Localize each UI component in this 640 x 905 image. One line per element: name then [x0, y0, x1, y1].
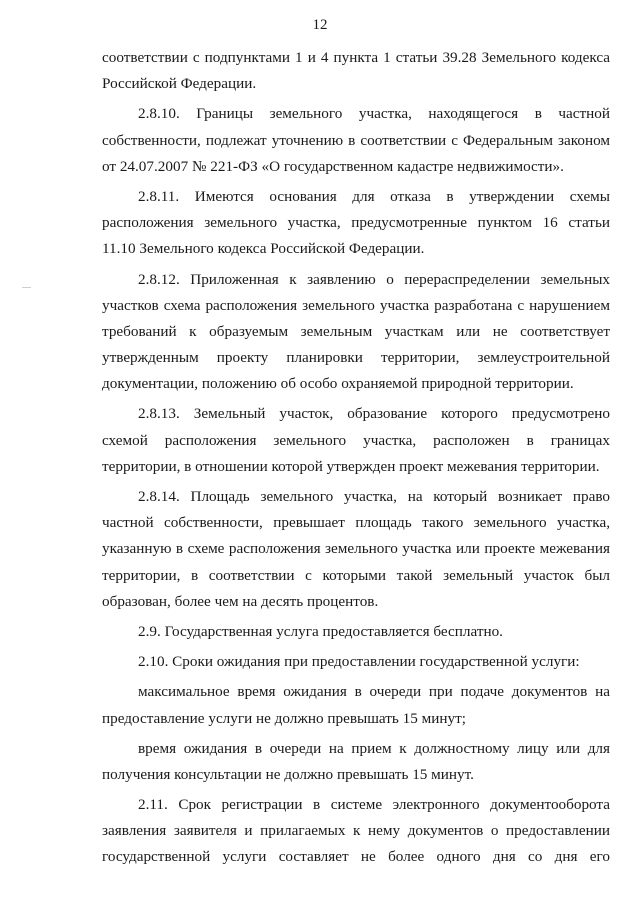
text-line: Российской Федерации.	[102, 75, 257, 93]
paragraph-2-10	[102, 649, 610, 675]
text-line: 2.8.13. Земельный участок, образование которого предусмотрено	[138, 405, 610, 423]
text-line: 2.11. Срок регистрации в системе электронного документооборота	[138, 796, 610, 814]
paragraph-2-8-12	[102, 267, 610, 398]
text-line: 2.9. Государственная услуга предоставляется бесплатно.	[138, 622, 503, 640]
margin-mark	[22, 287, 31, 288]
paragraph-max-wait	[102, 679, 610, 731]
text-line: 2.8.11. Имеются основания для отказа в утверждении схемы	[138, 187, 610, 205]
text-line: схемой расположения земельного участка, расположен в границах	[102, 431, 610, 449]
text-line: время ожидания в очереди на прием к должностному лицу или для	[138, 739, 610, 757]
paragraph-2-8-10	[102, 101, 610, 180]
text-line: от 24.07.2007 № 221-ФЗ «О государственном кадастре недвижимости».	[102, 157, 564, 175]
text-line: территории, в отношении которой утвержден проект межевания территории.	[102, 457, 600, 475]
text-line: участков схема расположения земельного участка разработана с нарушением	[102, 296, 610, 314]
text-line: утвержденным проекту планировки территории, землеустроительной	[102, 349, 610, 367]
text-line: 2.10. Сроки ожидания при предоставлении государственной услуги:	[138, 653, 580, 671]
text-line: частной собственности, превышает площадь такого земельного участка,	[102, 514, 610, 532]
paragraph-2-11	[102, 792, 610, 871]
paragraph-continuation	[102, 45, 610, 97]
text-line: указанную в схеме расположения земельного участка или проекте межевания	[102, 540, 610, 558]
text-line: 2.8.14. Площадь земельного участка, на который возникает право	[138, 488, 610, 505]
text-line: собственности, подлежат уточнению в соответствии с Федеральным законом	[102, 131, 610, 149]
text-line: образован, более чем на десять процентов.	[102, 592, 379, 610]
text-line: получения консультации не должно превышать 15 минут.	[102, 765, 474, 783]
text-line: 11.10 Земельного кодекса Российской Федерации.	[102, 240, 425, 258]
paragraph-2-9	[102, 619, 610, 645]
text-line: 2.8.10. Границы земельного участка, находящегося в частной	[138, 105, 610, 123]
text-line: требований к образуемым земельным участкам или не соответствует	[102, 322, 610, 340]
paragraph-2-8-11	[102, 184, 610, 263]
paragraph-2-8-14	[102, 484, 610, 615]
paragraph-consult-wait	[102, 736, 610, 788]
text-line: документации, положению об особо охраняемой природной территории.	[102, 375, 574, 393]
document-body	[102, 45, 610, 871]
text-line: максимальное время ожидания в очереди при подаче документов на	[138, 683, 610, 701]
text-line: территории, в соответствии с которыми такой земельный участок был	[102, 566, 610, 584]
text-line: заявления заявителя и прилагаемых к нему документов о предоставлении	[102, 822, 610, 840]
text-line: 2.8.12. Приложенная к заявлению о перераспределении земельных	[138, 270, 610, 288]
paragraph-2-8-13	[102, 401, 610, 480]
page-number: 12	[312, 17, 328, 33]
text-line: соответствии с подпунктами 1 и 4 пункта 1 статьи 39.28 Земельного кодекса	[102, 49, 610, 66]
text-line: предоставление услуги не должно превышать 15 минут;	[102, 709, 466, 727]
text-line: расположения земельного участка, предусмотренные пунктом 16 статьи	[102, 214, 610, 232]
text-line: государственной услуги составляет не более одного дня со дня его	[102, 848, 610, 866]
